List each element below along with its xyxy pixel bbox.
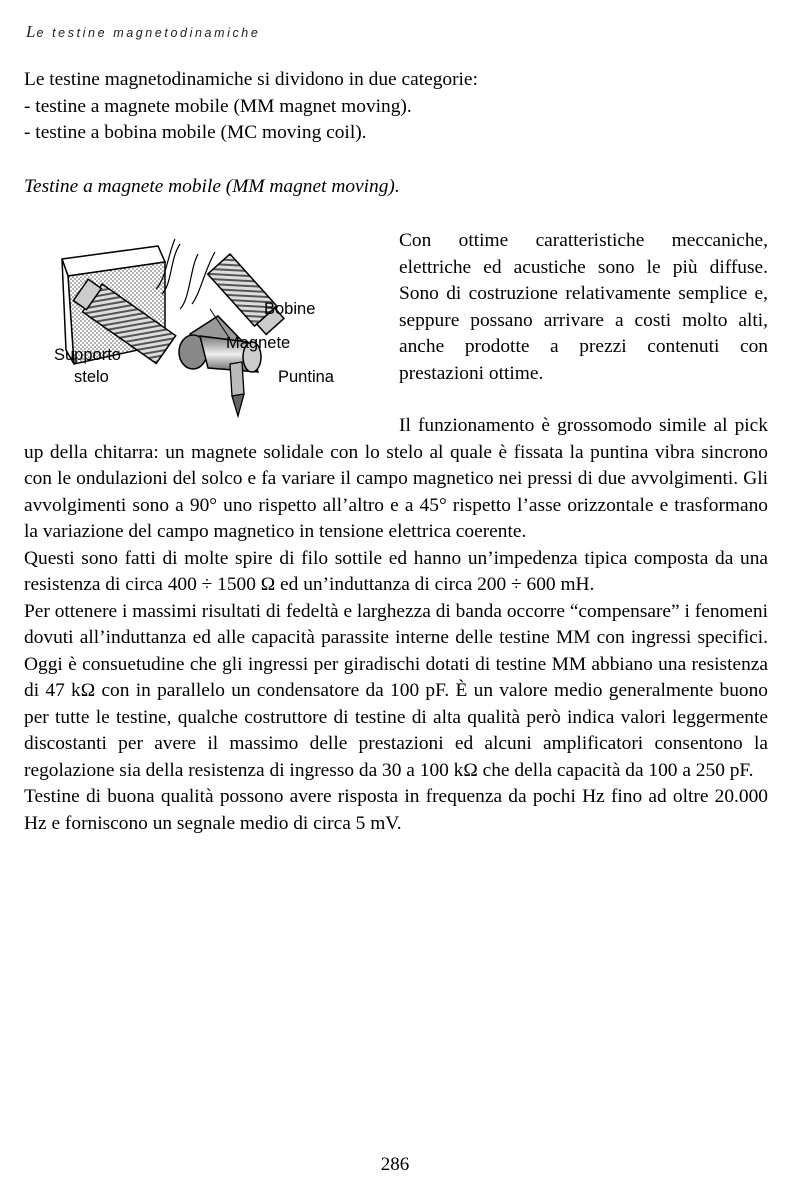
- side-paragraph: Con ottime caratteristiche meccaniche, elettriche ed acustiche sono le più diffuse. Sono di costruzione relativamente semplice e, seppure possano arrivare a costi molto alti, anche prodotte a prezzi contenuti con prestazioni ottime.: [399, 230, 768, 384]
- paragraph: Questi sono fatti di molte spire di filo sottile ed hanno un’impedenza tipica composta da una resistenza di circa 400 ÷ 1500 Ω ed un’induttanza di circa 200 ÷ 600 mH.: [24, 547, 768, 595]
- intro-line: - testine a bobina mobile (MC moving coil).: [24, 122, 367, 143]
- label-supporto: Supporto: [54, 346, 121, 364]
- mm-cartridge-figure: [40, 224, 385, 429]
- page-number: 286: [380, 1154, 410, 1175]
- mm-cartridge-diagram: [40, 224, 385, 429]
- body-text: [24, 413, 768, 837]
- label-magnete: Magnete: [226, 334, 291, 352]
- label-stelo: stelo: [74, 368, 109, 386]
- paragraph: Testine di buona qualità possono avere risposta in frequenza da pochi Hz fino ad oltre 20.000 Hz e forniscono un segnale medio di circa 5 mV.: [24, 786, 768, 834]
- wire: [180, 254, 198, 309]
- intro-block: [24, 67, 768, 147]
- running-header-initial: L: [26, 22, 37, 41]
- intro-line: Le testine magnetodinamiche si dividono in due categorie:: [24, 69, 478, 90]
- running-header: [26, 22, 260, 42]
- label-bobine: Bobine: [264, 300, 316, 318]
- intro-line: - testine a magnete mobile (MM magnet moving).: [24, 95, 412, 117]
- needle: [230, 362, 244, 416]
- paragraph: Il funzionamento è grossomodo simile al pick up della chitarra: un magnete solidale con lo stelo al quale è fissata la puntina vibra sincrono con le ondulazioni del solco e fa variare il campo magnetico nei pressi di due avvolgimenti. Gli avvolgimenti sono a 90° uno rispetto all’altro e a 45° rispetto l’asse orizzontale e trasformano la variazione del campo magnetico in tensione elettrica coerente.: [24, 415, 768, 542]
- running-header-text: e testine magnetodinamiche: [36, 26, 261, 40]
- label-puntina: Puntina: [278, 368, 334, 386]
- section-subheading: Testine a magnete mobile (MM magnet moving).: [24, 176, 400, 197]
- paragraph: Per ottenere i massimi risultati di fedeltà e larghezza di banda occorre “compensare” i fenomeni dovuti all’induttanza ed alle capacità parassite interne delle testine MM con ingressi specifici. Oggi è consuetudine che gli ingressi per giradischi dotati di testine MM abbiano una resistenza di 47 kΩ con in parallelo un condensatore da 100 pF. È un valore medio generalmente buono per tutte le testine, qualche costruttore di testine di alta qualità però indica valori leggermente discostanti per avere il massimo delle prestazioni ed alcuni amplificatori consentono la regolazione sia della resistenza di ingresso da 30 a 100 kΩ che della capacità da 100 a 250 pF.: [24, 600, 768, 781]
